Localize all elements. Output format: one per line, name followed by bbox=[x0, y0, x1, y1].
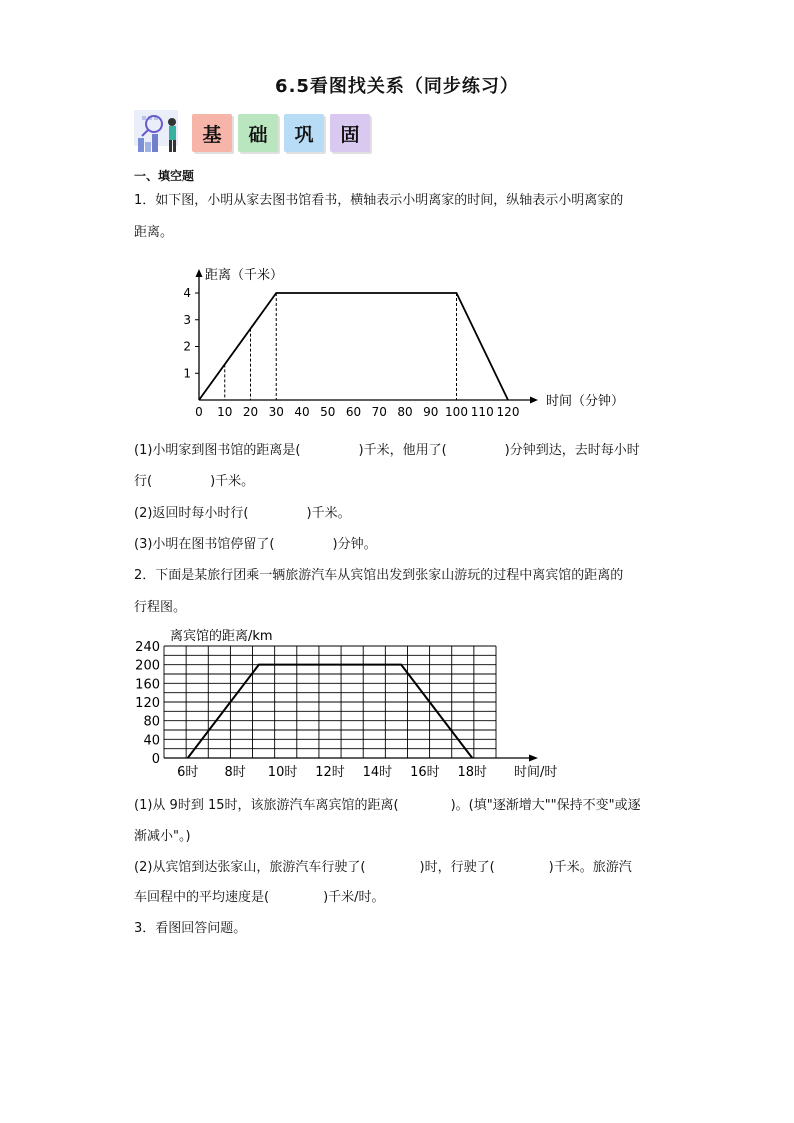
section-heading: 一、填空题 bbox=[134, 169, 195, 183]
banner-char-ji: 基 bbox=[192, 114, 232, 152]
q2-stem-line2: 行程图。 bbox=[134, 600, 187, 615]
q2-sub2-c: )千米。旅游汽 bbox=[548, 860, 632, 875]
y-tick-label: 3 bbox=[183, 312, 191, 327]
x-tick-label: 90 bbox=[423, 405, 439, 419]
banner-char-chu: 础 bbox=[238, 114, 278, 152]
x-tick-label: 60 bbox=[345, 405, 362, 419]
y-axis-label: 距离（千米） bbox=[205, 268, 284, 283]
y-tick-label: 0 bbox=[151, 752, 160, 767]
x-axis-label: 时间/时 bbox=[514, 765, 558, 780]
q2-chart bbox=[128, 625, 588, 783]
q2-sub2-a: (2)从宾馆到达张家山，旅游汽车行驶了( bbox=[134, 860, 366, 875]
q2-sub1-a: (1)从 9时到 15时，该旅游汽车离宾馆的距离( bbox=[134, 798, 399, 813]
banner-char-gong: 巩 bbox=[284, 114, 324, 152]
y-tick-label: 160 bbox=[135, 677, 160, 693]
q1-sub3-a: (3)小明在图书馆停留了( bbox=[134, 537, 275, 552]
q3-stem: 3．看图回答问题。 bbox=[134, 921, 247, 936]
q2-sub2-b: )时，行驶了( bbox=[419, 860, 495, 875]
x-tick-label: 10 bbox=[217, 405, 233, 419]
x-tick-label: 12时 bbox=[315, 765, 345, 780]
x-axis-arrow bbox=[530, 397, 538, 404]
q1-sub2-b: )千米。 bbox=[306, 506, 351, 521]
x-tick-label: 80 bbox=[397, 405, 413, 419]
y-tick-label: 120 bbox=[135, 696, 160, 711]
q2-sub1-line1 bbox=[134, 790, 674, 821]
study-illustration-icon bbox=[132, 108, 188, 156]
x-tick-label: 30 bbox=[268, 405, 284, 419]
q1-sub1-d: 行( bbox=[134, 474, 153, 489]
q2-sub2-d: 车回程中的平均速度是( bbox=[134, 890, 270, 905]
q1-sub1-e: )千米。 bbox=[210, 474, 255, 489]
x-tick-label: 0 bbox=[195, 405, 203, 419]
q1-sub1-c: )分钟到达，去时每小时 bbox=[504, 443, 640, 458]
y-tick-label: 2 bbox=[183, 339, 191, 354]
q1-stem-line1: 1．如下图，小明从家去图书馆看书，横轴表示小明离家的时间，纵轴表示小明离家的 bbox=[134, 193, 624, 208]
q1-sub1-a: (1)小明家到图书馆的距离是( bbox=[134, 443, 301, 458]
x-tick-label: 14时 bbox=[362, 765, 393, 780]
q1-stem-line2: 距离。 bbox=[134, 225, 174, 240]
page-title: 6.5看图找关系（同步练习） bbox=[275, 76, 519, 97]
y-tick-label: 240 bbox=[135, 640, 160, 655]
q2-sub2-e: )千米/时。 bbox=[323, 890, 385, 905]
y-tick-label: 200 bbox=[135, 658, 160, 674]
q1-chart bbox=[180, 262, 640, 420]
x-tick-label: 40 bbox=[294, 405, 310, 419]
x-tick-label: 70 bbox=[371, 405, 387, 419]
x-tick-label: 8时 bbox=[224, 765, 246, 780]
q1-sub2-a: (2)返回时每小时行( bbox=[134, 506, 249, 521]
q1-sub1-line2 bbox=[134, 466, 664, 497]
q2-sub2-line2 bbox=[134, 882, 664, 913]
q2-sub1-line2: 渐减小"。) bbox=[134, 829, 191, 844]
x-tick-label: 120 bbox=[496, 405, 520, 419]
y-tick-label: 40 bbox=[143, 733, 160, 749]
x-axis-arrow bbox=[529, 755, 538, 762]
x-tick-label: 6时 bbox=[177, 765, 199, 780]
x-tick-label: 100 bbox=[445, 405, 468, 419]
x-tick-label: 110 bbox=[470, 405, 494, 419]
q1-sub3 bbox=[134, 529, 664, 560]
q2-stem-line1: 2．下面是某旅行团乘一辆旅游汽车从宾馆出发到张家山游玩的过程中离宾馆的距离的 bbox=[134, 568, 624, 583]
x-tick-label: 10时 bbox=[267, 765, 298, 780]
x-tick-label: 20 bbox=[242, 405, 259, 419]
q1-sub2 bbox=[134, 498, 664, 529]
q1-sub1-line1 bbox=[134, 435, 674, 466]
q1-sub3-b: )分钟。 bbox=[332, 537, 377, 552]
y-axis-arrow bbox=[196, 269, 203, 277]
x-tick-label: 18时 bbox=[457, 765, 488, 780]
x-tick-label: 16时 bbox=[410, 765, 440, 780]
y-tick-label: 80 bbox=[143, 714, 160, 730]
y-axis-label: 离宾馆的距离/km bbox=[170, 629, 273, 644]
x-tick-label: 50 bbox=[320, 405, 336, 419]
q2-sub2-line1 bbox=[134, 852, 674, 883]
y-tick-label: 1 bbox=[183, 366, 191, 381]
x-axis-label: 时间（分钟） bbox=[546, 394, 625, 409]
q1-sub1-b: )千米，他用了( bbox=[358, 443, 447, 458]
distance-line bbox=[199, 293, 508, 400]
banner-char-gu: 固 bbox=[330, 114, 370, 152]
y-tick-label: 4 bbox=[183, 286, 191, 300]
q2-sub1-b: )。(填"逐渐增大""保持不变"或逐 bbox=[450, 798, 641, 813]
